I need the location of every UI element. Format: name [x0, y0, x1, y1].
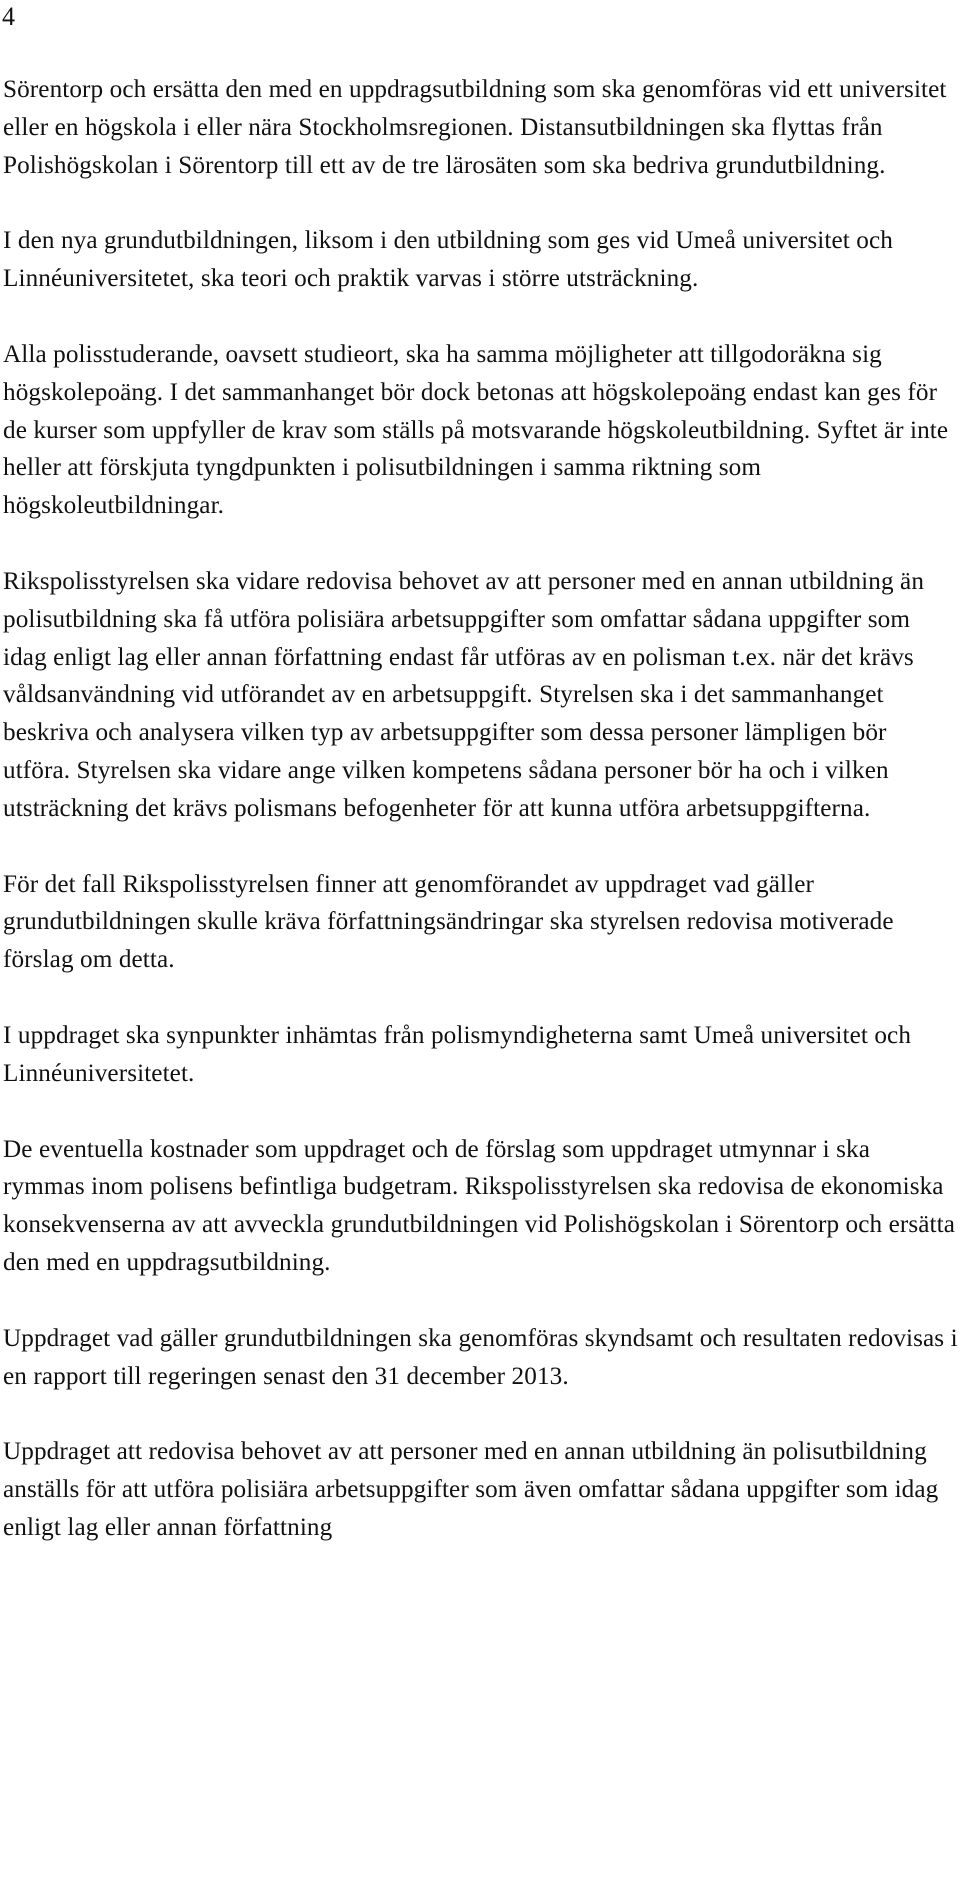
paragraph-9: Uppdraget att redovisa behovet av att personer med en annan utbildning än polisutbildning anställs för att utföra polisiära arbetsuppgifter som även omfattar sådana uppgifter som idag enligt lag eller annan författning	[3, 1438, 939, 1541]
paragraph-5: För det fall Rikspolisstyrelsen finner att genomförandet av uppdraget vad gäller grundutbildningen skulle kräva författningsändringar ska styrelsen redovisa motiverade förslag om detta.	[3, 870, 894, 974]
paragraph-1: Sörentorp och ersätta den med en uppdragsutbildning som ska genomföras vid ett universitet eller en högskola i eller nära Stockholmsregionen. Distansutbildningen ska flyttas från Polishögskolan i Sörentorp till ett av de tre lärosäten som ska bedriva grundutbildning.	[3, 76, 947, 179]
paragraph-3: Alla polisstuderande, oavsett studieort, ska ha samma möjligheter att tillgodoräkna sig högskolepoäng. I det sammanhanget bör dock betonas att högskolepoäng endast kan ges för de kurser som uppfyller de krav som ställs på motsvarande högskoleutbildning. Syftet är inte heller att förskjuta tyngdpunkten i polisutbildningen i samma riktning som högskoleutbildningar.	[3, 340, 949, 520]
paragraph-2: I den nya grundutbildningen, liksom i den utbildning som ges vid Umeå universitet och Linnéuniversitetet, ska teori och praktik varvas i större utsträckning.	[3, 227, 893, 293]
paragraph-8: Uppdraget vad gäller grundutbildningen ska genomföras skyndsamt och resultaten redovisas i en rapport till regeringen senast den 31 december 2013.	[3, 1324, 958, 1390]
page-number: 4	[2, 2, 15, 31]
paragraph-6: I uppdraget ska synpunkter inhämtas från polismyndigheterna samt Umeå universitet och Linnéuniversitetet.	[3, 1021, 912, 1087]
paragraph-7: De eventuella kostnader som uppdraget och de förslag som uppdraget utmynnar i ska rymmas inom polisens befintliga budgetram. Rikspolisstyrelsen ska redovisa de ekonomiska konsekvenserna av att avveckla grundutbildningen vid Polishögskolan i Sörentorp och ersätta den med en uppdragsutbildning.	[3, 1135, 956, 1276]
paragraph-4: Rikspolisstyrelsen ska vidare redovisa behovet av att personer med en annan utbildning än polisutbildning ska få utföra polisiära arbetsuppgifter som omfattar sådana uppgifter som idag enligt lag eller annan författning endast får utföras av en polisman t.ex. när det krävs våldsanvändning vid utförandet av en arbetsuppgift. Styrelsen ska i det sammanhanget beskriva och analysera vilken typ av arbetsuppgifter som dessa personer lämpligen bör utföra. Styrelsen ska vidare ange vilken kompetens sådana personer bör ha och i vilken utsträckning det krävs polismans befogenheter för att kunna utföra arbetsuppgifterna.	[3, 567, 925, 822]
document-body	[3, 71, 958, 1547]
